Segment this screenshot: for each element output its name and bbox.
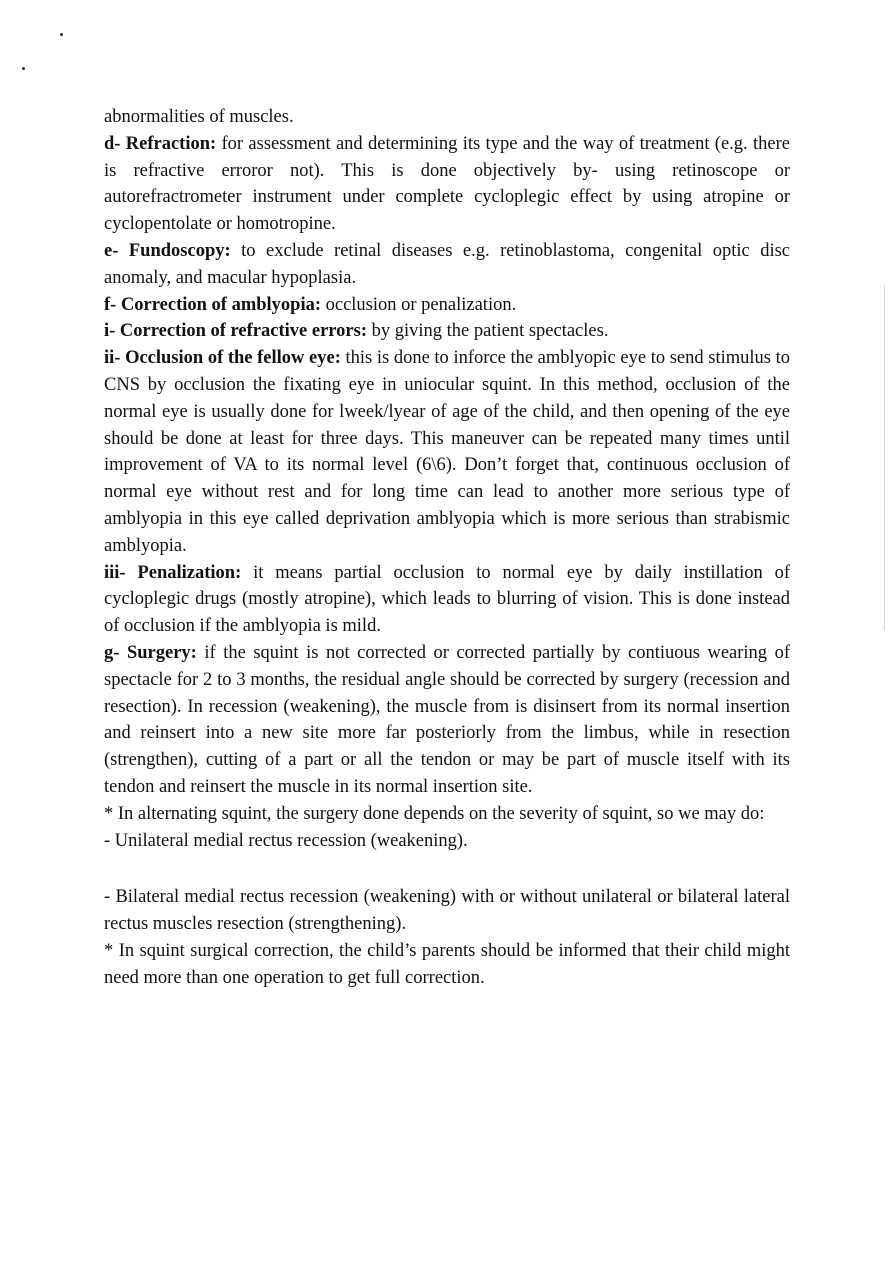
heading-refractive-errors: i- Correction of refractive errors: [104, 321, 367, 342]
scan-edge-line [884, 285, 885, 630]
list-item-bilateral: - Bilateral medial rectus recession (weakening) with or without unilateral or bilateral lateral rectus muscles resection (strengthening). [104, 887, 790, 935]
scan-speck [60, 33, 63, 36]
heading-penalization: iii- Penalization: [104, 562, 242, 583]
paragraph-alternating-squint: * In alternating squint, the surgery done depends on the severity of squint, so we may do: [104, 803, 765, 824]
document-body [104, 104, 790, 992]
scan-speck [22, 67, 25, 70]
paragraph-penalization: iii- Penalization: it means partial occlusion to normal eye by daily instillation of cycloplegic drugs (mostly atropine), which leads to blurring of vision. This is done instead of occlusion if the amblyopia is mild. [104, 562, 791, 637]
heading-surgery: g- Surgery: [104, 642, 197, 663]
paragraph-correction-amblyopia: f- Correction of amblyopia: occlusion or penalization. [104, 294, 517, 315]
paragraph-muscles-continuation: abnormalities of muscles. [104, 107, 294, 127]
paragraph-fundoscopy: e- Fundoscopy: to exclude retinal diseases e.g. retinoblastoma, congenital optic disc anomaly, and macular hypoplasia. [104, 240, 790, 288]
spacer [104, 854, 790, 884]
heading-correction-amblyopia: f- Correction of amblyopia: [104, 294, 321, 315]
heading-refraction: d- Refraction: [104, 133, 217, 154]
paragraph-surgery: g- Surgery: if the squint is not corrected or corrected partially by contiuous wearing of spectacle for 2 to 3 months, the residual angle should be corrected by surgery (recession and resection). In recession (weakening), the muscle from is disinsert from its normal insertion and reinsert into a new site more far posteriorly from the limbus, while in resection (strengthen), cutting of a part or all the tendon or may be part of muscle itself with its tendon and reinsert the muscle in its normal insertion site. [104, 642, 790, 797]
paragraph-occlusion: ii- Occlusion of the fellow eye: this is done to inforce the amblyopic eye to send stimulus to CNS by occlusion the fixating eye in uniocular squint. In this method, occlusion of the normal eye is usually done for lweek/lyear of age of the child, and then opening of the eye should be done at least for three days. This maneuver can be repeated many times until improvement of VA to its normal level (6\6). Don’t forget that, continuous occlusion of normal eye without rest and for long time can lead to another more serious type of amblyopia in this eye called deprivation amblyopia which is more serious than strabismic amblyopia. [104, 348, 790, 556]
heading-fundoscopy: e- Fundoscopy: [104, 240, 231, 261]
paragraph-refraction: d- Refraction: for assessment and determining its type and the way of treatment (e.g. there is refractive erroror not). This is done objectively by- using retinoscope or autorefractrometer instrument under complete cycloplegic effect by using atropine or cyclopentolate or homotropine. [104, 133, 790, 235]
paragraph-parents-note: * In squint surgical correction, the child’s parents should be informed that their child might need more than one operation to get full correction. [104, 940, 790, 988]
list-item-unilateral: - Unilateral medial rectus recession (weakening). [104, 830, 468, 851]
paragraph-refractive-errors: i- Correction of refractive errors: by giving the patient spectacles. [104, 321, 609, 342]
heading-occlusion: ii- Occlusion of the fellow eye: [104, 348, 341, 369]
